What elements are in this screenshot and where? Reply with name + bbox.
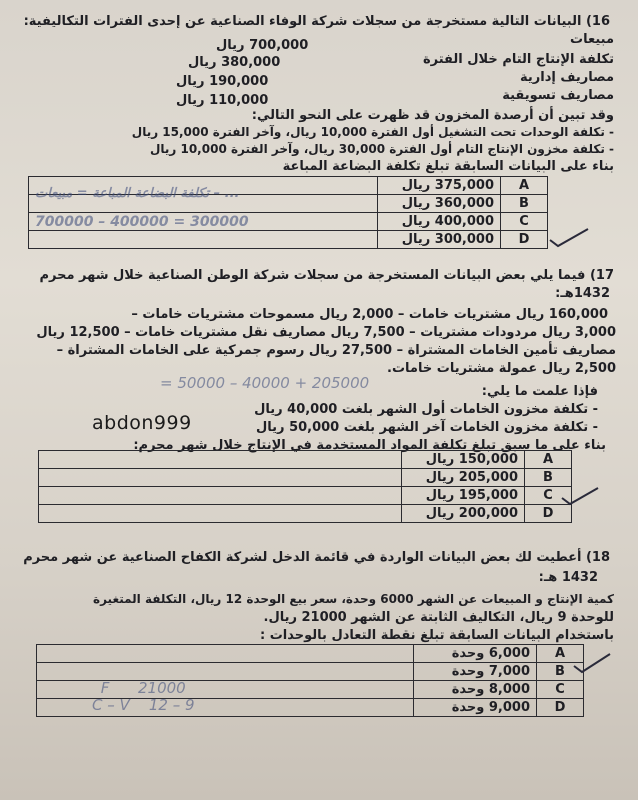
- q16-production-cost-amount: 380,000 ريال: [188, 55, 281, 70]
- checkmark-icon: [548, 226, 590, 248]
- option-value: 200,000 ريال: [402, 505, 525, 523]
- q17-known: فإذا علمت ما يلي:: [481, 384, 598, 399]
- option-value: 205,000 ريال: [402, 469, 525, 487]
- option-letter: C: [537, 681, 584, 699]
- option-row[interactable]: [37, 645, 584, 663]
- handwritten-note: = 50000 – 40000 + 205000: [160, 374, 370, 392]
- option-letter: A: [501, 177, 548, 195]
- q17-options-table: [38, 450, 572, 523]
- q16-question: بناء على البيانات السابقة تبلغ تكلفة البضاعة المباعة: [282, 159, 614, 174]
- q16-admin-label: مصاريف إدارية: [520, 70, 614, 85]
- q16-marketing-amount: 110,000 ريال: [176, 93, 269, 108]
- q17-close-inventory: - تكلفة مخزون الخامات آخر الشهر بلغت 50,000 ريال: [256, 420, 598, 435]
- q17-line3: مصاريف تأمين الخامات المشتراة – 27,500 ريال رسوم جمركية على الخامات المشتراة –: [56, 343, 616, 358]
- q18-year: 1432 هـ:: [538, 570, 598, 585]
- q17-open-inventory: - تكلفة مخزون الخامات أول الشهر بلغت 40,000 ريال: [254, 402, 598, 417]
- option-letter: A: [525, 451, 572, 469]
- handwritten-note: F 21000 C – V 12 – 9: [92, 679, 195, 714]
- option-value: 360,000 ريال: [378, 195, 501, 213]
- option-row[interactable]: [37, 663, 584, 681]
- option-row[interactable]: [29, 231, 548, 249]
- option-letter: B: [501, 195, 548, 213]
- q16-inventory-intro: وقد تبين أن أرصدة المخزون قد ظهرت على النحو التالي:: [251, 108, 614, 123]
- q16-fg-line: - تكلفة مخزون الإنتاج التام أول الفترة 30,000 ريال، وآخر الفترة 10,000 ريال: [149, 142, 614, 156]
- option-value: 400,000 ريال: [378, 213, 501, 231]
- q16-sales-amount: 700,000 ريال: [216, 38, 309, 53]
- q18-question: باستخدام البيانات السابقة تبلغ نقطة التعادل بالوحدات :: [260, 628, 614, 643]
- q17-line1: 160,000 ريال مشتريات خامات – 2,000 ريال مسموحات مشتريات خامات –: [131, 307, 608, 322]
- q17-question: بناء على ما سبق تبلغ تكلفة المواد المستخدمة في الإنتاج خلال شهر محرم:: [133, 438, 606, 453]
- option-value: 375,000 ريال: [378, 177, 501, 195]
- q18-title: 18) أعطيت لك بعض البيانات الواردة في قائمة الدخل لشركة الكفاح الصناعية عن شهر محرم: [23, 550, 610, 565]
- option-value: 8,000 وحدة: [414, 681, 537, 699]
- option-letter: C: [501, 213, 548, 231]
- q16-wip-line: - تكلفة الوحدات تحت التشغيل أول الفترة 10,000 ريال، وآخر الفترة 15,000 ريال: [131, 125, 614, 139]
- option-letter: A: [537, 645, 584, 663]
- q17-line4: 2,500 ريال عمولة مشتريات خامات.: [387, 361, 616, 376]
- option-letter: B: [537, 663, 584, 681]
- q18-line1: كمية الإنتاج و المبيعات عن الشهر 6000 وحدة، سعر بيع الوحدة 12 ريال، التكلفة المتغيرة: [93, 592, 614, 606]
- q16-marketing-label: مصاريف تسويقية: [502, 88, 614, 103]
- option-row[interactable]: [39, 487, 572, 505]
- q16-options-table: [28, 176, 548, 249]
- option-letter: B: [525, 469, 572, 487]
- q18-line2: للوحدة 9 ريال، التكاليف الثابتة عن الشهر 21000 ريال.: [263, 610, 614, 625]
- q17-line2: 3,000 ريال مردودات مشتريات – 7,500 ريال مصاريف نقل مشتريات خامات – 12,500 ريال: [36, 325, 616, 340]
- option-letter: D: [501, 231, 548, 249]
- option-value: 7,000 وحدة: [414, 663, 537, 681]
- q16-sales-label: مبيعات: [570, 32, 614, 47]
- q16-title: 16) البيانات التالية مستخرجة من سجلات شركة الوفاء الصناعية عن إحدى الفترات التكاليفية:: [23, 14, 610, 29]
- checkmark-icon: [572, 650, 612, 676]
- checkmark-icon: [560, 484, 600, 508]
- option-letter: C: [525, 487, 572, 505]
- option-row[interactable]: 700000 – 400000 = 300000 400,000 ريال C: [29, 213, 548, 231]
- q16-admin-amount: 190,000 ريال: [176, 74, 269, 89]
- option-row[interactable]: تكلفة البضاعة المباعة = مبيعات – ... 375,000 ريال A: [29, 177, 548, 195]
- q17-title: 17) فيما يلي بعض البيانات المستخرجة من سجلات شركة الوطن الصناعية خلال شهر محرم: [39, 268, 614, 283]
- option-letter: D: [537, 699, 584, 717]
- watermark: abdon999: [92, 412, 192, 434]
- option-value: 195,000 ريال: [402, 487, 525, 505]
- option-row[interactable]: [39, 505, 572, 523]
- option-value: 9,000 وحدة: [414, 699, 537, 717]
- option-value: 150,000 ريال: [402, 451, 525, 469]
- q17-year: 1432هـ:: [555, 286, 610, 301]
- option-row[interactable]: [39, 451, 572, 469]
- option-value: 300,000 ريال: [378, 231, 501, 249]
- option-row[interactable]: [39, 469, 572, 487]
- q16-production-cost-label: تكلفة الإنتاج التام خلال الفترة: [422, 52, 614, 67]
- option-value: 6,000 وحدة: [414, 645, 537, 663]
- option-letter: D: [525, 505, 572, 523]
